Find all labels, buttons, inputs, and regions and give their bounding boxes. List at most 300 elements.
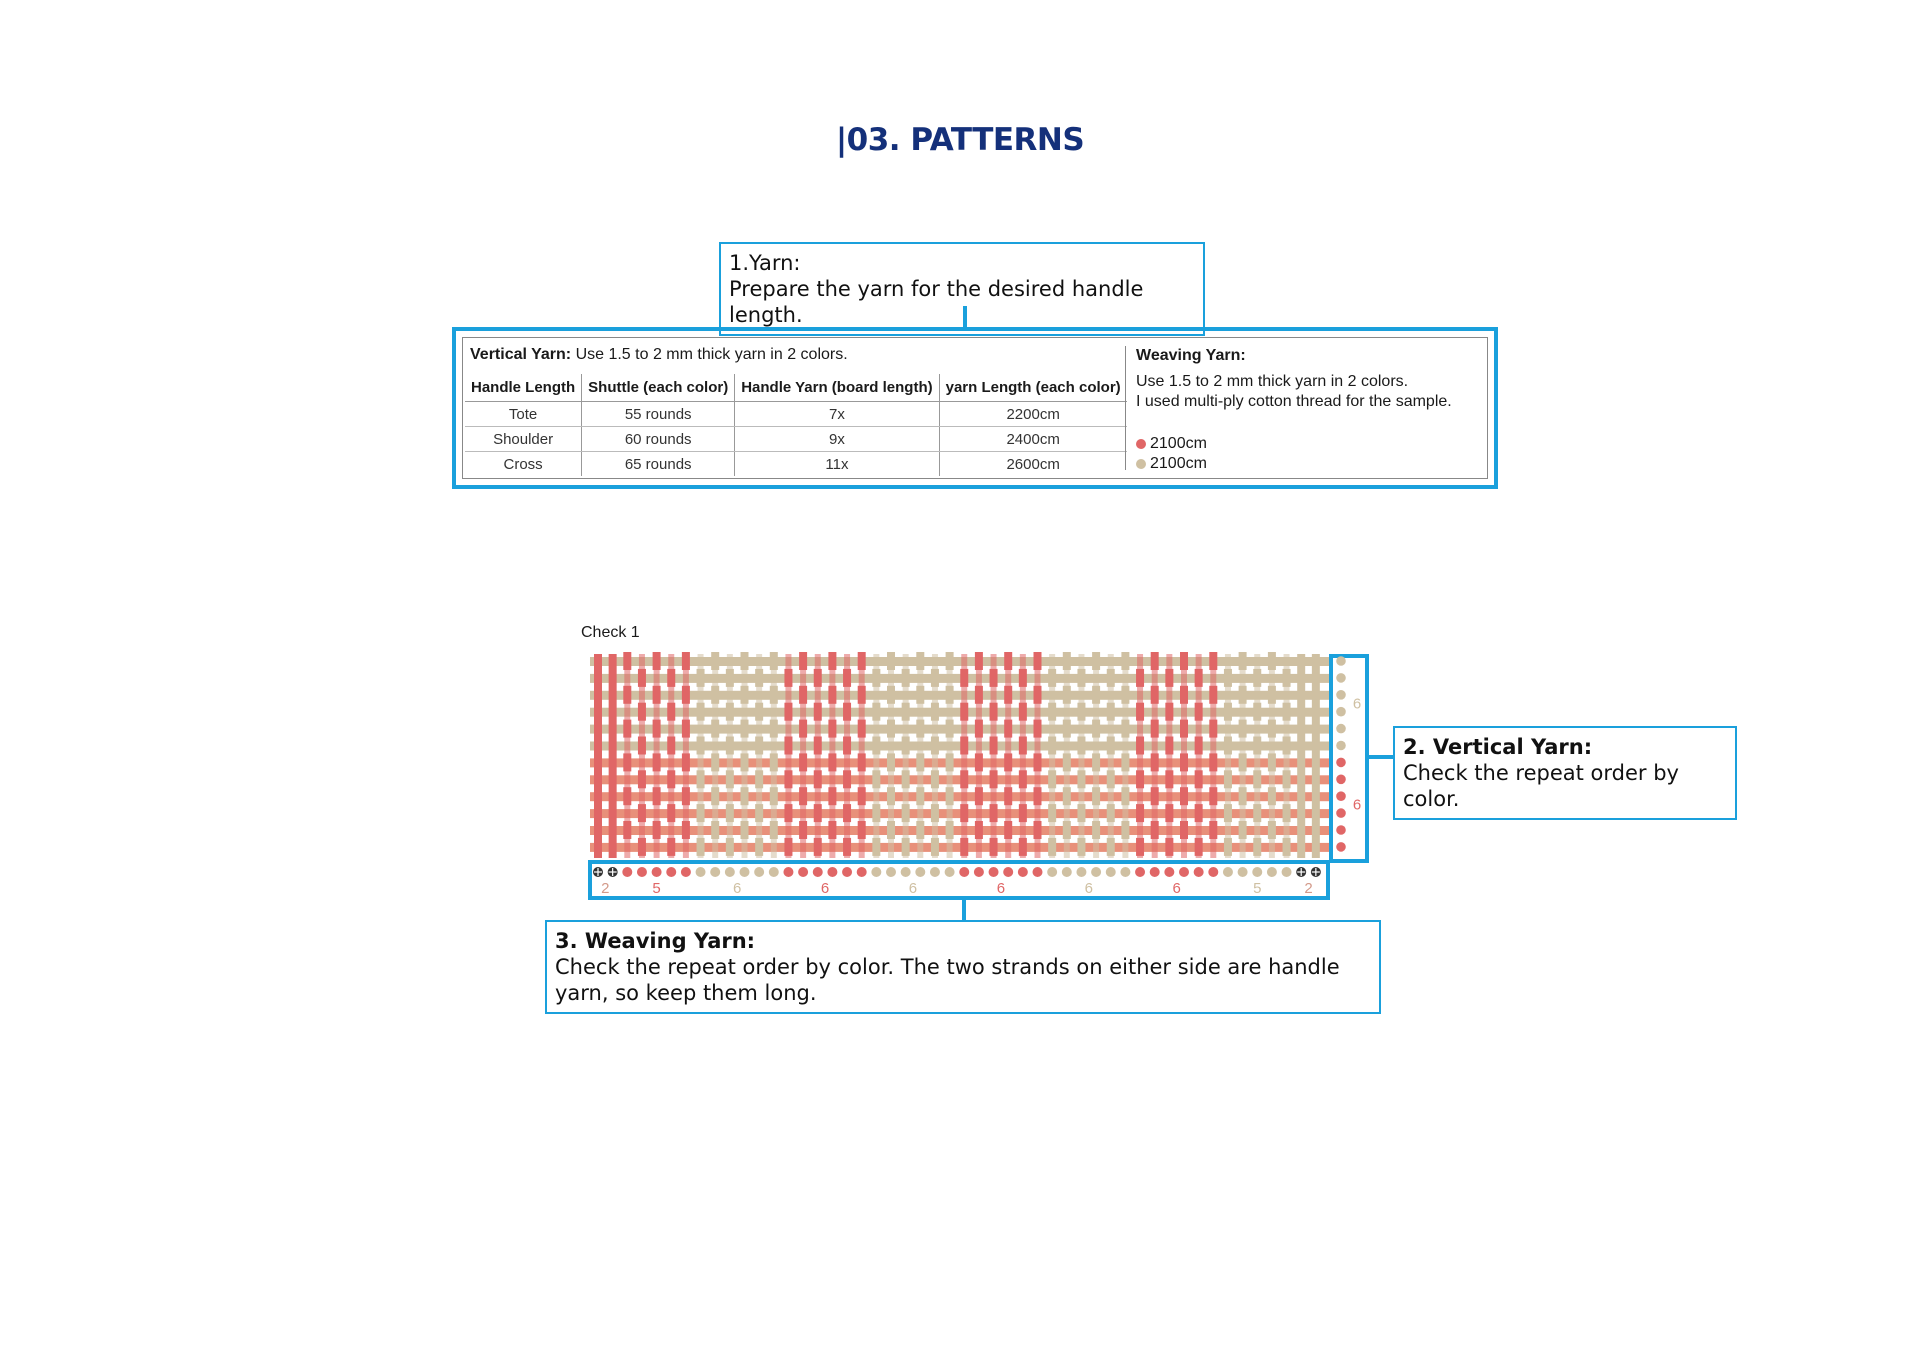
warp-float: [946, 652, 954, 670]
warp-float: [1195, 703, 1203, 721]
warp-float: [946, 753, 954, 771]
warp-float: [1034, 652, 1042, 670]
vertical-yarn-dot: [1336, 791, 1346, 801]
warp-float: [1239, 787, 1247, 805]
warp-float: [946, 787, 954, 805]
warp-float: [916, 787, 924, 805]
weaving-yarn-dot: [696, 867, 706, 877]
warp-float: [990, 838, 998, 856]
warp-float: [872, 804, 880, 822]
warp-float: [858, 652, 866, 670]
warp-float: [726, 669, 734, 687]
col-yarn-length: yarn Length (each color): [939, 374, 1127, 402]
warp-float: [1209, 720, 1217, 738]
warp-float: [1209, 753, 1217, 771]
vertical-yarn-label: Vertical Yarn:: [470, 346, 572, 363]
warp-float: [1151, 753, 1159, 771]
vertical-yarn-dot: [1336, 690, 1346, 700]
weaving-yarn-dot: [740, 867, 750, 877]
warp-float: [1121, 720, 1129, 738]
warp-float: [887, 821, 895, 839]
weaving-yarn-dot: [652, 867, 662, 877]
warp-float: [755, 669, 763, 687]
warp-float: [872, 838, 880, 856]
warp-float: [1107, 703, 1115, 721]
warp-float: [1209, 686, 1217, 704]
warp-float: [1239, 652, 1247, 670]
warp-float: [990, 804, 998, 822]
warp-float: [1224, 838, 1232, 856]
vertical-yarn-dot: [1336, 808, 1346, 818]
warp-float: [887, 753, 895, 771]
warp-float: [667, 669, 675, 687]
cell-handle-yarn: 9x: [735, 427, 939, 452]
warp-float: [755, 804, 763, 822]
warp-float: [726, 804, 734, 822]
warp-float: [755, 770, 763, 788]
warp-float: [1121, 652, 1129, 670]
warp-float: [843, 737, 851, 755]
warp-float: [638, 838, 646, 856]
warp-float: [667, 804, 675, 822]
warp-float: [1019, 669, 1027, 687]
warp-float: [1195, 770, 1203, 788]
warp-float: [1107, 838, 1115, 856]
warp-float: [697, 838, 705, 856]
warp-float: [1063, 787, 1071, 805]
warp-float: [697, 770, 705, 788]
weaving-yarn-dot: [783, 867, 793, 877]
warp-float: [1239, 686, 1247, 704]
warp-float: [653, 652, 661, 670]
warp-float: [711, 753, 719, 771]
warp-float: [682, 686, 690, 704]
warp-float: [902, 804, 910, 822]
warp-float: [975, 821, 983, 839]
warp-float: [814, 804, 822, 822]
col-handle-length: Handle Length: [465, 374, 582, 402]
warp-float: [1283, 770, 1291, 788]
warp-float: [960, 703, 968, 721]
warp-float: [828, 753, 836, 771]
warp-float: [1004, 686, 1012, 704]
warp-float: [843, 770, 851, 788]
warp-float: [1121, 787, 1129, 805]
warp-float: [1077, 737, 1085, 755]
vertical-yarn-dot: [1336, 707, 1346, 717]
weaving-yarn-dot: [842, 867, 852, 877]
warp-float: [638, 669, 646, 687]
warp-float: [697, 737, 705, 755]
warp-float: [1107, 804, 1115, 822]
legend-beige-text: 2100cm: [1150, 455, 1207, 472]
cell-handle-yarn: 7x: [735, 402, 939, 427]
weaving-yarn-dot: [857, 867, 867, 877]
weaving-yarn-dot: [798, 867, 808, 877]
weaving-yarn-dot: [974, 867, 984, 877]
warp-float: [902, 770, 910, 788]
weaving-yarn-dot: [827, 867, 837, 877]
warp-float: [814, 838, 822, 856]
warp-float: [682, 787, 690, 805]
group-count-label: 5: [1253, 880, 1262, 897]
warp-float: [843, 703, 851, 721]
col-handle-yarn: Handle Yarn (board length): [735, 374, 939, 402]
yarn-callout-text: Prepare the yarn for the desired handle length.: [729, 277, 1144, 327]
warp-float: [653, 821, 661, 839]
warp-float: [1019, 737, 1027, 755]
warp-float: [799, 720, 807, 738]
warp-float: [726, 770, 734, 788]
vertical-yarn-dot: [1336, 673, 1346, 683]
group-count-label: 6: [820, 880, 830, 897]
warp-float: [916, 686, 924, 704]
warp-float: [916, 652, 924, 670]
warp-float: [814, 737, 822, 755]
warp-float: [931, 770, 939, 788]
vertical-callout-heading: 2. Vertical Yarn:: [1403, 735, 1593, 759]
warp-float: [1180, 753, 1188, 771]
weaving-yarn-dot: [886, 867, 896, 877]
warp-float: [623, 686, 631, 704]
warp-float: [1077, 770, 1085, 788]
warp-float: [1136, 804, 1144, 822]
weaving-yarn-dot: [959, 867, 969, 877]
warp-float: [858, 686, 866, 704]
vertical-yarn-dot: [1336, 724, 1346, 734]
warp-float: [1253, 838, 1261, 856]
warp-float: [638, 804, 646, 822]
weaving-yarn-dot: [1223, 867, 1233, 877]
warp-float: [1224, 669, 1232, 687]
warp-float: [784, 737, 792, 755]
cell-yarn-length: 2400cm: [939, 427, 1127, 452]
weaving-yarn-dot: [871, 867, 881, 877]
warp-float: [902, 838, 910, 856]
weaving-yarn-dot: [1062, 867, 1072, 877]
warp-float: [1253, 669, 1261, 687]
weaving-yarn-dot: [1047, 867, 1057, 877]
warp-float: [741, 686, 749, 704]
warp-float: [1195, 737, 1203, 755]
cell-handle-length: Cross: [503, 455, 543, 473]
warp-float: [667, 770, 675, 788]
warp-float: [887, 720, 895, 738]
warp-float: [990, 737, 998, 755]
warp-float: [1209, 821, 1217, 839]
warp-float: [828, 652, 836, 670]
weaving-yarn-dot: [637, 867, 647, 877]
warp-float: [858, 753, 866, 771]
weaving-yarn-dot: [710, 867, 720, 877]
warp-float: [858, 821, 866, 839]
warp-float: [887, 787, 895, 805]
cell-shuttle: 55 rounds: [582, 402, 735, 427]
warp-float: [990, 703, 998, 721]
warp-float: [828, 787, 836, 805]
warp-float: [623, 720, 631, 738]
warp-float: [697, 669, 705, 687]
warp-float: [1092, 753, 1100, 771]
warp-float: [1121, 821, 1129, 839]
weaving-yarn-dot: [1194, 867, 1204, 877]
warp-float: [931, 703, 939, 721]
warp-float: [1092, 787, 1100, 805]
warp-float: [1048, 669, 1056, 687]
weaving-yarn-dot: [945, 867, 955, 877]
warp-float: [741, 753, 749, 771]
weaving-yarn-line2: I used multi-ply cotton thread for the sample.: [1136, 393, 1452, 410]
warp-float: [1136, 703, 1144, 721]
warp-float: [1180, 821, 1188, 839]
warp-float: [828, 821, 836, 839]
weaving-yarn-dot: [666, 867, 676, 877]
warp-float: [1063, 821, 1071, 839]
warp-float: [1224, 703, 1232, 721]
weaving-yarn-dot: [769, 867, 779, 877]
warp-float: [682, 821, 690, 839]
warp-float: [946, 720, 954, 738]
warp-float: [872, 703, 880, 721]
warp-float: [1077, 703, 1085, 721]
warp-float: [1063, 720, 1071, 738]
weaving-yarn-dot: [622, 867, 632, 877]
warp-float: [784, 669, 792, 687]
warp-float: [1253, 737, 1261, 755]
warp-float: [638, 737, 646, 755]
warp-float: [682, 652, 690, 670]
warp-float: [1034, 720, 1042, 738]
warp-float: [623, 652, 631, 670]
weaving-yarn-dot: [901, 867, 911, 877]
weaving-yarn-line1: Use 1.5 to 2 mm thick yarn in 2 colors.: [1136, 373, 1409, 390]
warp-float: [726, 703, 734, 721]
warp-float: [1180, 686, 1188, 704]
warp-float: [960, 838, 968, 856]
warp-float: [770, 720, 778, 738]
warp-float: [623, 821, 631, 839]
warp-float: [990, 770, 998, 788]
group-count-label: 6: [733, 880, 742, 897]
warp-float: [1283, 838, 1291, 856]
warp-float: [741, 821, 749, 839]
warp-float: [828, 720, 836, 738]
warp-float: [1224, 737, 1232, 755]
warp-float: [741, 787, 749, 805]
warp-float: [1004, 821, 1012, 839]
vertical-yarn-text: Use 1.5 to 2 mm thick yarn in 2 colors.: [575, 346, 848, 363]
weaving-yarn-dot: [1267, 867, 1277, 877]
warp-float: [858, 720, 866, 738]
warp-float: [726, 838, 734, 856]
warp-float: [711, 652, 719, 670]
vertical-callout-text: Check the repeat order by color.: [1403, 761, 1679, 811]
warp-float: [1209, 787, 1217, 805]
warp-float: [1121, 686, 1129, 704]
warp-float: [741, 720, 749, 738]
warp-float: [711, 686, 719, 704]
cell-yarn-length: 2200cm: [939, 402, 1127, 427]
warp-float: [931, 737, 939, 755]
warp-float: [1253, 770, 1261, 788]
col-shuttle: Shuttle (each color): [582, 374, 735, 402]
side-count-label: 6: [1352, 695, 1362, 713]
weaving-callout-heading: 3. Weaving Yarn:: [555, 929, 756, 953]
warp-float: [682, 720, 690, 738]
warp-float: [1107, 669, 1115, 687]
warp-float: [784, 838, 792, 856]
warp-float: [931, 838, 939, 856]
warp-float: [1151, 720, 1159, 738]
handle-warp: [594, 654, 602, 858]
warp-float: [667, 838, 675, 856]
warp-float: [1151, 686, 1159, 704]
warp-float: [799, 686, 807, 704]
weaving-yarn-dot: [1018, 867, 1028, 877]
warp-float: [1268, 686, 1276, 704]
yarn-callout-heading: 1.Yarn:: [729, 251, 801, 275]
warp-float: [960, 770, 968, 788]
warp-float: [1268, 720, 1276, 738]
warp-float: [1136, 737, 1144, 755]
warp-float: [1004, 720, 1012, 738]
weaving-yarn-dot: [1252, 867, 1262, 877]
warp-float: [872, 737, 880, 755]
weaving-yarn-dot: [1120, 867, 1130, 877]
warp-float: [975, 652, 983, 670]
warp-float: [1019, 770, 1027, 788]
weaving-yarn-dot: [1164, 867, 1174, 877]
handle-warp: [1297, 654, 1305, 858]
warp-float: [1092, 686, 1100, 704]
warp-float: [1268, 821, 1276, 839]
vertical-yarn-dot: [1336, 775, 1346, 785]
warp-float: [770, 787, 778, 805]
warp-float: [770, 753, 778, 771]
warp-float: [1165, 804, 1173, 822]
warp-float: [1077, 838, 1085, 856]
warp-float: [1019, 804, 1027, 822]
warp-float: [755, 838, 763, 856]
warp-float: [1136, 770, 1144, 788]
weaving-yarn-dot: [989, 867, 999, 877]
warp-float: [902, 703, 910, 721]
warp-float: [1092, 720, 1100, 738]
cell-shuttle: 65 rounds: [582, 452, 735, 477]
warp-float: [828, 686, 836, 704]
warp-float: [1180, 652, 1188, 670]
weaving-yarn-label: Weaving Yarn:: [1136, 347, 1246, 364]
warp-float: [1180, 787, 1188, 805]
warp-float: [770, 686, 778, 704]
warp-float: [843, 838, 851, 856]
warp-float: [1195, 838, 1203, 856]
warp-float: [1048, 737, 1056, 755]
warp-float: [1239, 753, 1247, 771]
warp-float: [1165, 669, 1173, 687]
warp-float: [960, 669, 968, 687]
warp-float: [1239, 821, 1247, 839]
warp-float: [784, 770, 792, 788]
warp-float: [946, 821, 954, 839]
warp-float: [858, 787, 866, 805]
warp-float: [770, 821, 778, 839]
warp-float: [960, 804, 968, 822]
warp-float: [872, 669, 880, 687]
warp-float: [843, 669, 851, 687]
vertical-yarn-dot: [1336, 741, 1346, 751]
warp-float: [1063, 686, 1071, 704]
cell-handle-yarn: 11x: [735, 452, 939, 477]
warp-float: [1283, 804, 1291, 822]
group-count-label: 6: [1084, 880, 1093, 897]
warp-float: [1121, 753, 1129, 771]
warp-float: [697, 703, 705, 721]
warp-float: [1077, 804, 1085, 822]
weaving-yarn-callout: [545, 920, 1381, 1014]
warp-float: [916, 720, 924, 738]
warp-float: [638, 770, 646, 788]
warp-float: [711, 821, 719, 839]
warp-float: [653, 787, 661, 805]
warp-float: [667, 737, 675, 755]
warp-float: [741, 652, 749, 670]
warp-float: [1283, 669, 1291, 687]
warp-float: [1253, 703, 1261, 721]
vertical-yarn-dot: [1336, 758, 1346, 768]
weaving-yarn-dot: [1076, 867, 1086, 877]
warp-float: [1209, 652, 1217, 670]
warp-float: [975, 686, 983, 704]
warp-float: [1283, 737, 1291, 755]
warp-float: [1165, 838, 1173, 856]
warp-float: [1048, 770, 1056, 788]
warp-float: [902, 737, 910, 755]
warp-float: [916, 821, 924, 839]
warp-float: [1180, 720, 1188, 738]
weaving-yarn-dot: [1179, 867, 1189, 877]
warp-float: [1136, 838, 1144, 856]
weaving-yarn-dot: [681, 867, 691, 877]
warp-float: [1195, 804, 1203, 822]
warp-float: [1268, 753, 1276, 771]
cell-yarn-length: 2600cm: [939, 452, 1127, 477]
warp-float: [1151, 652, 1159, 670]
weaving-yarn-dot: [1106, 867, 1116, 877]
weaving-yarn-dot: [930, 867, 940, 877]
group-count-label: 6: [908, 880, 918, 897]
warp-float: [1063, 753, 1071, 771]
vertical-yarn-dot: [1336, 656, 1346, 666]
warp-float: [931, 804, 939, 822]
warp-float: [1034, 787, 1042, 805]
warp-float: [1268, 787, 1276, 805]
warp-float: [975, 720, 983, 738]
warp-float: [1224, 770, 1232, 788]
handle-warp: [609, 654, 617, 858]
weaving-yarn-dot: [1282, 867, 1292, 877]
warp-float: [799, 821, 807, 839]
weaving-yarn-dot: [915, 867, 925, 877]
warp-float: [1136, 669, 1144, 687]
check-label: Check 1: [581, 624, 640, 641]
warp-float: [638, 703, 646, 721]
warp-float: [1092, 821, 1100, 839]
warp-float: [623, 787, 631, 805]
warp-float: [916, 753, 924, 771]
warp-float: [799, 753, 807, 771]
warp-float: [1034, 753, 1042, 771]
